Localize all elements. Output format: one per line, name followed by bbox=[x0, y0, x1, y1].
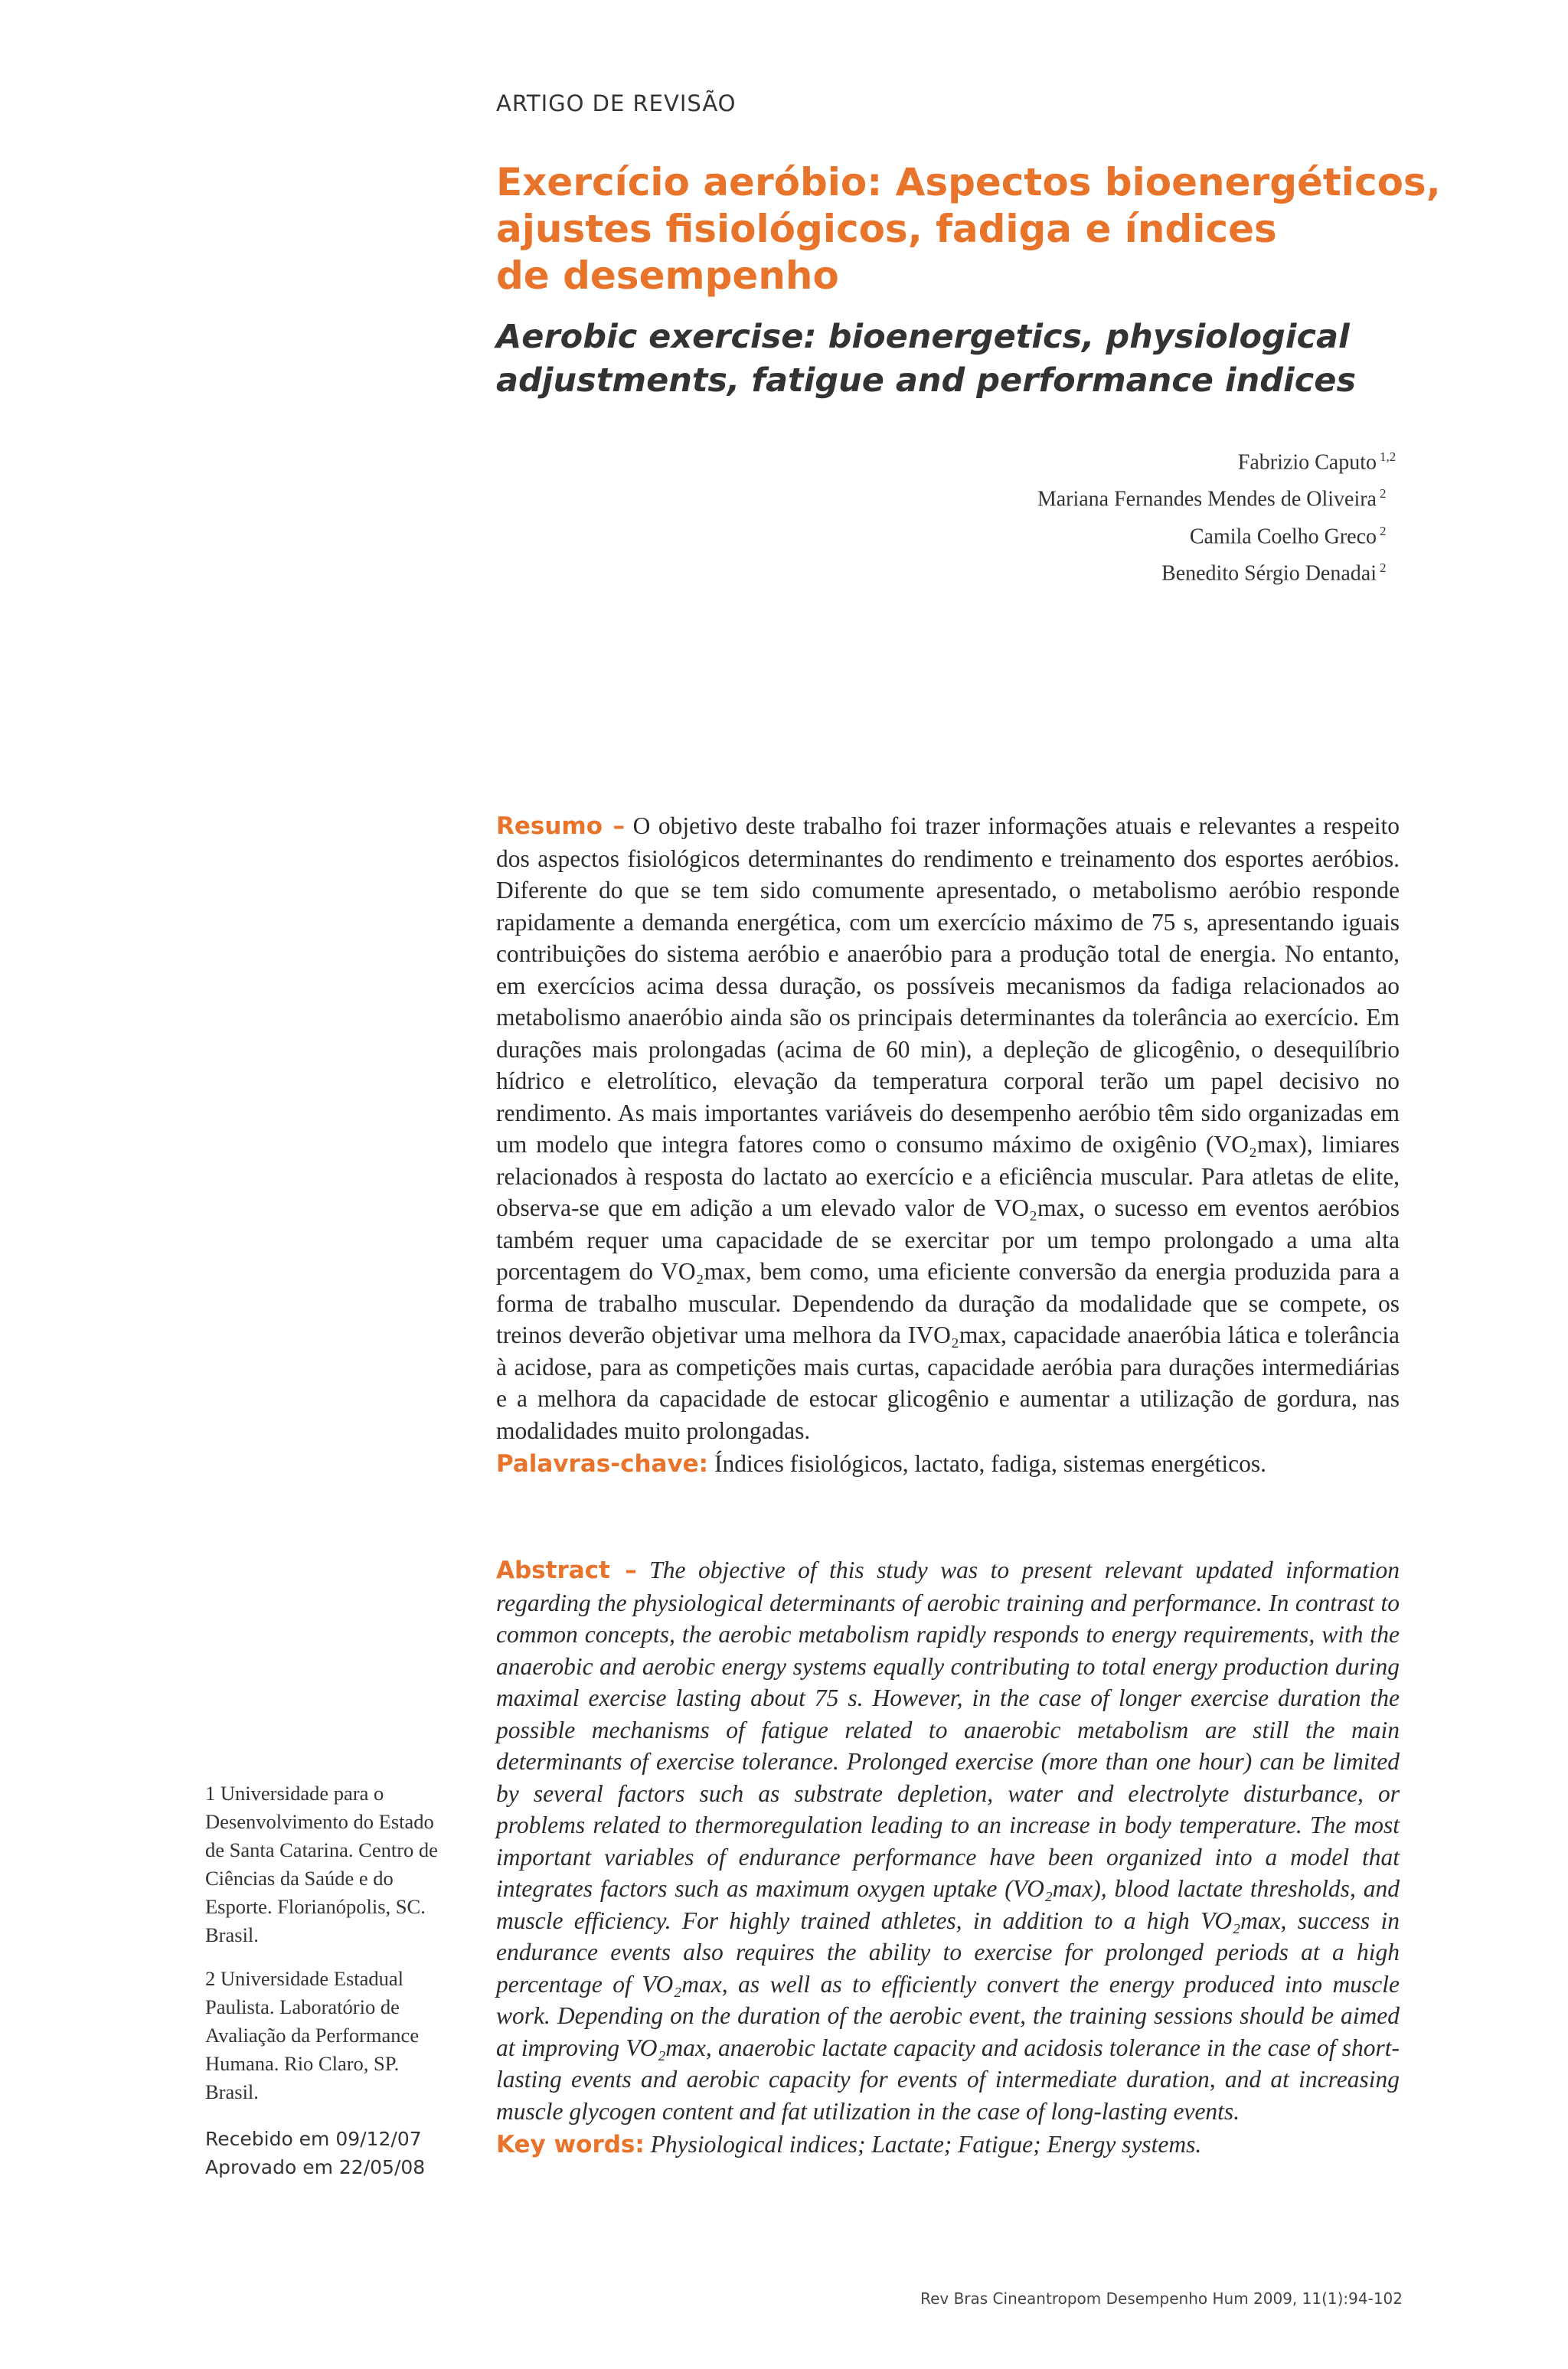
title-pt-line: de desempenho bbox=[496, 253, 839, 298]
affiliation-2: 2 Universidade Estadual Paulista. Laboratório de Avaliação da Performance Humana. Rio Claro, SP. Brasil. bbox=[205, 1967, 420, 2103]
title-en-line: Aerobic exercise: bioenergetics, physiological bbox=[496, 318, 1350, 356]
resumo-keywords-label: Palavras-chave: bbox=[496, 1450, 709, 1478]
abstract-label: Abstract – bbox=[496, 1557, 637, 1584]
author-list bbox=[1037, 441, 1403, 589]
author-name: Mariana Fernandes Mendes de Oliveira bbox=[1037, 487, 1377, 511]
abstract-keywords-label: Key words: bbox=[496, 2131, 645, 2158]
author-affiliation-sup: 1,2 bbox=[1380, 449, 1396, 464]
approved-date: Aprovado em 22/05/08 bbox=[205, 2156, 426, 2178]
abstract-text: The objective of this study was to present relevant updated information regarding the physiological determinants of aerobic training and performance. In contrast to common concepts, the aerobic metabolism rapidly responds to energy requirements, with the anaerobic and aerobic energy systems equally contributing to total energy production during maximal exercise lasting about 75 s. However, in the case of longer exercise duration the possible mechanisms of fatigue related to anaerobic metabolism are still the main determinants of exercise tolerance. Prolonged exercise (more than one hour) can be limited by several factors such as substrate depletion, water and electrolyte disturbance, or problems related to thermoregulation leading to an increase in body temperature. The most important variables of endurance performance have been organized into a model that integrates factors such as maximum oxygen uptake (VO₂max), blood lactate thresholds, and muscle efficiency. For highly trained athletes, in addition to a high VO₂max, success in endurance events also requires the ability to exercise for prolonged periods at a high percentage of VO₂max, as well as to efficiently convert the energy produced into muscle work. Depending on the duration of the aerobic event, the training sessions should be aimed at improving VO₂max, anaerobic lactate capacity and acidosis tolerance in the case of short-lasting events and aerobic capacity for events of intermediate duration, and at increasing muscle glycogen content and fat utilization in the case of long-lasting events. bbox=[496, 1557, 1400, 2125]
resumo-text: O objetivo deste trabalho foi trazer informações atuais e relevantes a respeito dos aspectos fisiológicos determinantes do rendimento e treinamento dos esportes aeróbios. Diferente do que se tem sido comumente apresentado, o metabolismo aeróbio responde rapidamente a demanda energética, com um exercício máximo de 75 s, apresentando iguais contribuições do sistema aeróbio e anaeróbio para a produção total de energia. No entanto, em exercícios acima dessa duração, os possíveis mecanismos da fadiga relacionados ao metabolismo anaeróbio ainda são os principais determinantes da tolerância ao exercício. Em durações mais prolongadas (acima de 60 min), a depleção de glicogênio, o desequilíbrio hídrico e eletrolítico, elevação da temperatura corporal terão um papel decisivo no rendimento. As mais importantes variáveis do desempenho aeróbio têm sido organizadas em um modelo que integra fatores como o consumo máximo de oxigênio (VO₂max), limiares relacionados à resposta do lactato ao exercício e a eficiência muscular. Para atletas de elite, observa-se que em adição a um elevado valor de VO₂max, o sucesso em eventos aeróbios também requer uma capacidade de se exercitar por um tempo prolongado a uma alta porcentagem do VO₂max, bem como, uma eficiente conversão da energia produzida para a forma de trabalho muscular. Dependendo da duração da modalidade que se compete, os treinos deverão objetivar uma melhora da IVO₂max, capacidade anaeróbia lática e tolerância à acidose, para as competições mais curtas, capacidade aeróbia para durações intermediárias e a melhora da capacidade de estocar glicogênio e aumentar a utilização de gordura, nas modalidades muito prolongadas. bbox=[496, 812, 1400, 1444]
resumo-label: Resumo – bbox=[496, 812, 626, 840]
author bbox=[1037, 441, 1403, 478]
title-pt-line: ajustes fisiológicos, fadiga e índices bbox=[496, 207, 1277, 251]
article-title-english bbox=[496, 315, 1491, 403]
affiliations-sidebar bbox=[205, 1779, 443, 2197]
abstract-section bbox=[496, 1554, 1400, 2162]
received-date: Recebido em 09/12/07 bbox=[205, 2128, 422, 2150]
abstract-keywords bbox=[496, 2129, 1400, 2162]
title-pt-line: Exercício aeróbio: Aspectos bioenergéticos, bbox=[496, 160, 1441, 204]
author-affiliation-sup: 2 bbox=[1380, 486, 1387, 502]
resumo-keywords-text: Índices fisiológicos, lactato, fadiga, sistemas energéticos. bbox=[714, 1450, 1267, 1477]
affiliation-1: 1 Universidade para o Desenvolvimento do Estado de Santa Catarina. Centro de Ciências da Saúde e do Esporte. Florianópolis, SC. Brasil. bbox=[205, 1782, 438, 1946]
author-name: Camila Coelho Greco bbox=[1189, 524, 1377, 548]
resumo-keywords bbox=[496, 1448, 1400, 1481]
author-name: Benedito Sérgio Denadai bbox=[1161, 561, 1377, 586]
journal-citation-footer: Rev Bras Cineantropom Desempenho Hum 2009, 11(1):94-102 bbox=[920, 2289, 1403, 2308]
section-label: ARTIGO DE REVISÃO bbox=[496, 90, 737, 116]
article-title-portuguese bbox=[496, 159, 1491, 299]
dates bbox=[205, 2125, 443, 2181]
author bbox=[1037, 515, 1403, 552]
author-name: Fabrizio Caputo bbox=[1237, 450, 1377, 475]
author-affiliation-sup: 2 bbox=[1380, 523, 1387, 538]
resumo-section bbox=[496, 810, 1400, 1481]
author bbox=[1037, 478, 1403, 515]
author-affiliation-sup: 2 bbox=[1380, 560, 1387, 575]
author bbox=[1037, 552, 1403, 589]
abstract-keywords-text: Physiological indices; Lactate; Fatigue; Energy systems. bbox=[650, 2131, 1202, 2158]
title-en-line: adjustments, fatigue and performance indices bbox=[496, 361, 1357, 400]
